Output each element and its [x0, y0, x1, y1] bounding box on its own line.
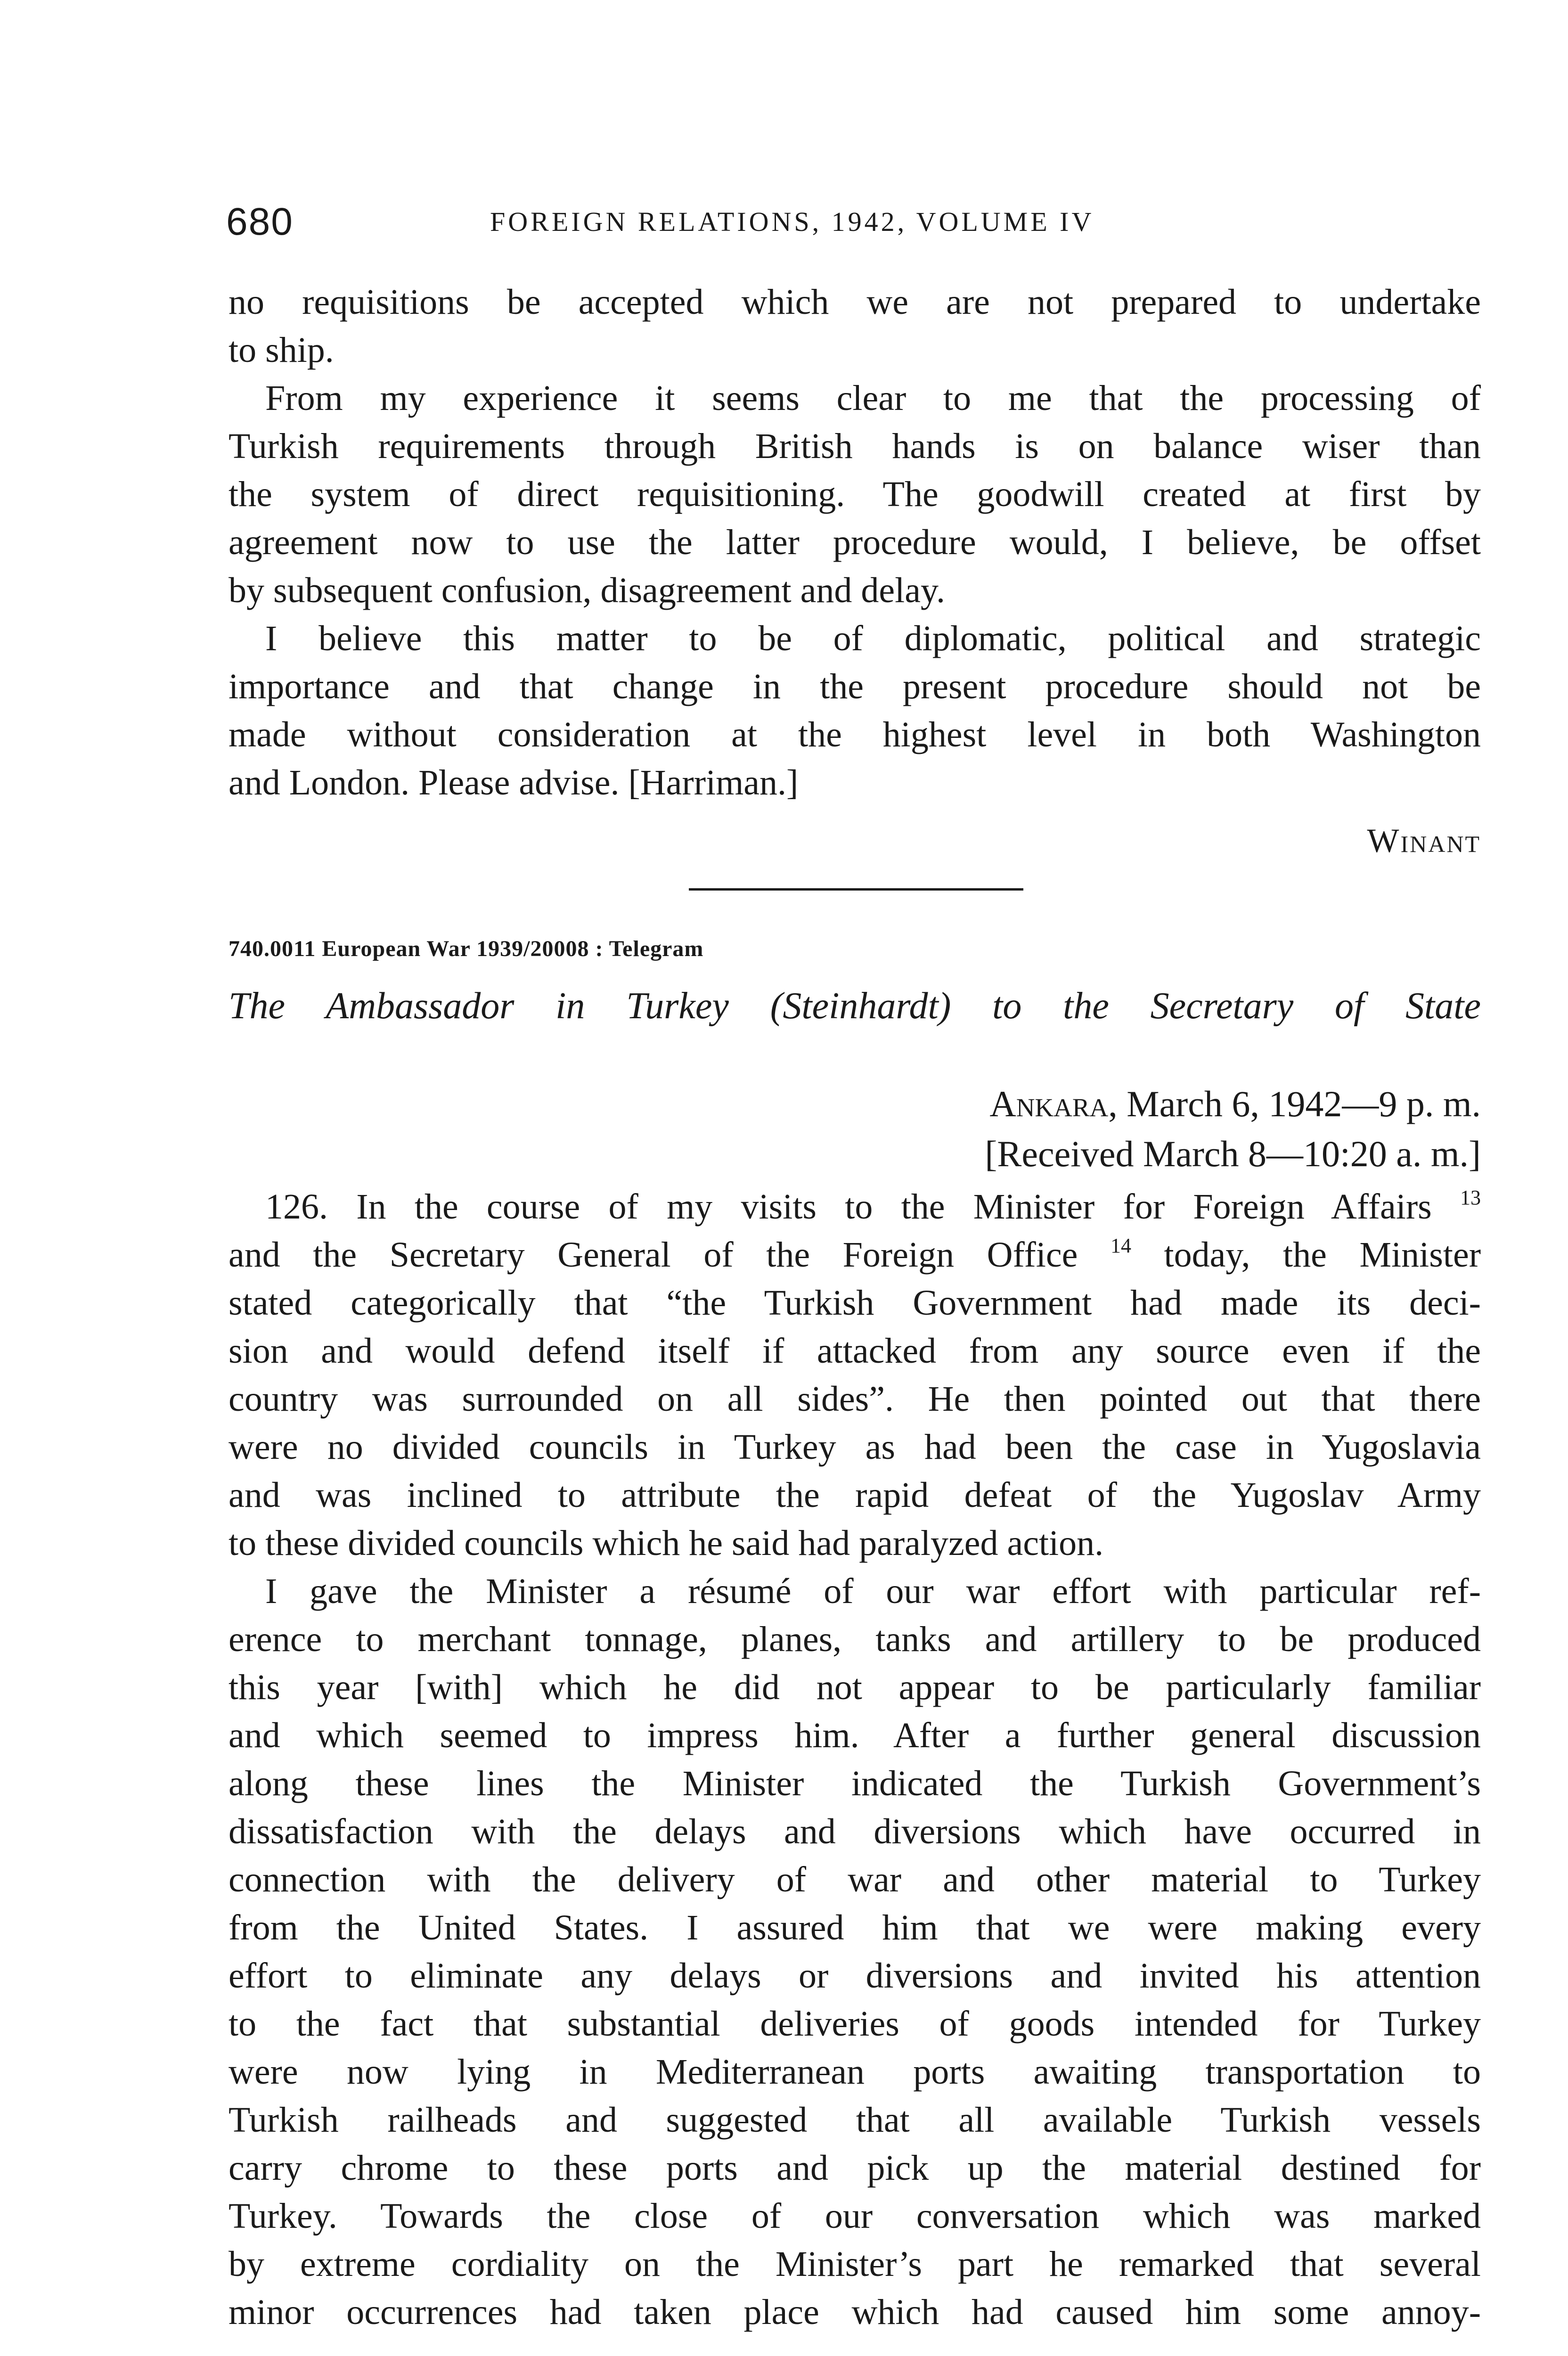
- line-text: and the Secretary General of the Foreign Office: [229, 1235, 1078, 1275]
- text-line: [229, 1231, 1481, 1279]
- text-line: stated categorically that “the Turkish Government had made its deci-: [229, 1283, 1481, 1323]
- paragraph-believe: [229, 614, 1481, 807]
- line-text: 126. In the course of my visits to the Minister for Foreign Affairs: [265, 1187, 1432, 1227]
- text-line: [229, 1183, 1481, 1231]
- paragraph-experience: [229, 374, 1481, 614]
- date-sent: , March 6, 1942—9 p. m.: [1108, 1083, 1481, 1124]
- text-line: connection with the delivery of war and other material to Turkey: [229, 1860, 1481, 1899]
- text-line: no requisitions be accepted which we are not prepared to undertake: [229, 282, 1481, 322]
- text-line: country was surrounded on all sides”. He then pointed out that there: [229, 1379, 1481, 1419]
- text-line: I believe this matter to be of diplomatic, political and strategic: [265, 619, 1481, 658]
- text-line: dissatisfaction with the delays and diversions which have occurred in: [229, 1812, 1481, 1851]
- date-received: [Received March 8—10:20 a. m.]: [985, 1133, 1481, 1174]
- text-line: minor occurrences had taken place which had caused him some annoy-: [229, 2292, 1481, 2332]
- text-line: agreement now to use the latter procedure would, I believe, be offset: [229, 523, 1481, 562]
- signature-winant: Winant: [1367, 822, 1481, 859]
- text-line: From my experience it seems clear to me that the processing of: [265, 378, 1481, 418]
- text-line: I gave the Minister a résumé of our war effort with particular ref-: [265, 1571, 1481, 1611]
- paragraph-126: [229, 1183, 1481, 1567]
- text-line: and was inclined to attribute the rapid defeat of the Yugoslav Army: [229, 1475, 1481, 1515]
- text-line: Turkish requirements through British hands is on balance wiser than: [229, 426, 1481, 466]
- section-divider: [689, 888, 1023, 891]
- footnote-ref-13: 13: [1460, 1186, 1481, 1209]
- text-line: were now lying in Mediterranean ports awaiting transportation to: [229, 2052, 1481, 2092]
- dateline: [985, 1079, 1481, 1179]
- file-reference: 740.0011 European War 1939/20008 : Telegram: [229, 936, 704, 961]
- text-line: to these divided councils which he said had paralyzed action.: [229, 1523, 1104, 1563]
- text-line: from the United States. I assured him that we were making every: [229, 1908, 1481, 1947]
- text-line: made without consideration at the highest level in both Washington: [229, 715, 1481, 754]
- document-title: The Ambassador in Turkey (Steinhardt) to the Secretary of State: [229, 985, 1481, 1027]
- text-line: carry chrome to these ports and pick up the material destined for: [229, 2148, 1481, 2188]
- text-line: effort to eliminate any delays or diversions and invited his attention: [229, 1956, 1481, 1996]
- text-line: Turkish railheads and suggested that all available Turkish vessels: [229, 2100, 1481, 2140]
- line-text: today, the Minister: [1131, 1235, 1481, 1275]
- continuation-paragraph: [229, 278, 1481, 374]
- text-line: to ship.: [229, 330, 334, 370]
- text-line: the system of direct requisitioning. The goodwill created at first by: [229, 474, 1481, 514]
- footnote-ref-14: 14: [1110, 1234, 1131, 1257]
- text-line: by extreme cordiality on the Minister’s part he remarked that several: [229, 2244, 1481, 2284]
- text-line: along these lines the Minister indicated the Turkish Government’s: [229, 1764, 1481, 1803]
- text-line: sion and would defend itself if attacked from any source even if the: [229, 1331, 1481, 1371]
- paragraph-resume: [229, 1567, 1481, 2336]
- text-line: importance and that change in the present procedure should not be: [229, 667, 1481, 706]
- running-title: FOREIGN RELATIONS, 1942, VOLUME IV: [490, 206, 1094, 237]
- text-line: this year [with] which he did not appear to be particularly familiar: [229, 1668, 1481, 1707]
- text-line: and which seemed to impress him. After a further general discussion: [229, 1716, 1481, 1755]
- text-line: Turkey. Towards the close of our conversation which was marked: [229, 2196, 1481, 2236]
- date-sent-line: [985, 1079, 1481, 1129]
- text-line: by subsequent confusion, disagreement and delay.: [229, 571, 946, 610]
- text-line: to the fact that substantial deliveries of goods intended for Turkey: [229, 2004, 1481, 2044]
- place-name: Ankara: [989, 1083, 1109, 1124]
- text-line: erence to merchant tonnage, planes, tanks and artillery to be produced: [229, 1620, 1481, 1659]
- text-line: were no divided councils in Turkey as had been the case in Yugoslavia: [229, 1427, 1481, 1467]
- text-line: and London. Please advise. [Harriman.]: [229, 763, 799, 802]
- page-number: 680: [226, 200, 294, 243]
